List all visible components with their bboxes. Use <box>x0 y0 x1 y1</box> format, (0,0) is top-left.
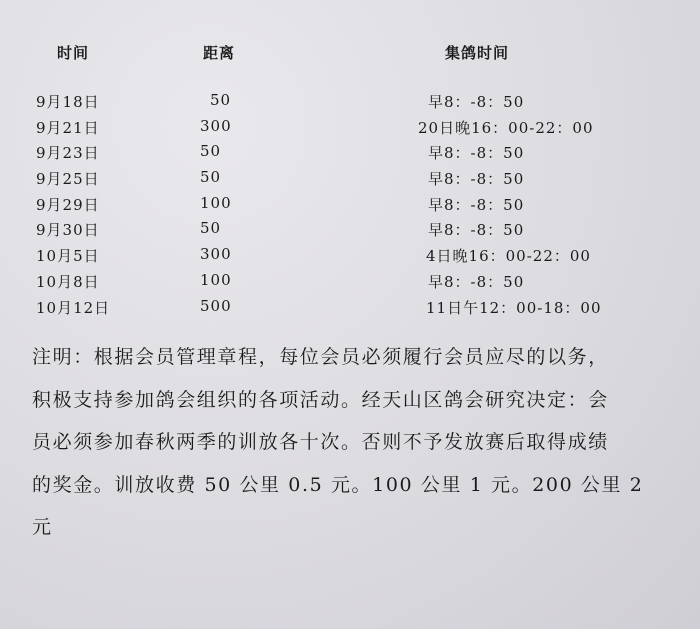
note-paragraph <box>32 336 672 549</box>
row-distance: 50 <box>200 219 222 238</box>
table-row <box>0 294 700 320</box>
row-distance: 500 <box>200 296 232 315</box>
row-date: 9月29日 <box>36 195 100 214</box>
table-row <box>0 216 700 242</box>
row-date: 9月30日 <box>36 221 100 240</box>
table-row <box>0 88 700 114</box>
row-gather-time: 4日晚16：00-22：00 <box>426 247 591 266</box>
row-date: 10月5日 <box>36 247 100 266</box>
row-distance: 100 <box>200 270 232 289</box>
row-date: 9月21日 <box>36 118 100 137</box>
row-date: 10月8日 <box>36 272 100 291</box>
schedule-table <box>0 88 700 319</box>
table-row <box>0 114 700 140</box>
table-row <box>0 139 700 165</box>
row-date: 9月23日 <box>36 144 100 163</box>
row-distance: 300 <box>200 116 232 135</box>
table-row <box>0 191 700 217</box>
table-row <box>0 268 700 294</box>
row-date: 9月18日 <box>36 93 100 111</box>
row-distance: 300 <box>200 245 232 264</box>
row-distance: 100 <box>200 193 232 212</box>
header-distance: 距离 <box>203 44 236 62</box>
row-gather-time: 早8：-8：50 <box>428 93 525 111</box>
row-gather-time: 20日晚16：00-22：00 <box>418 118 594 137</box>
table-row <box>0 242 700 268</box>
header-time: 时间 <box>57 44 90 62</box>
row-gather-time: 早8：-8：50 <box>428 144 525 163</box>
row-distance: 50 <box>200 168 222 187</box>
table-row <box>0 165 700 191</box>
header-gather-time: 集鸽时间 <box>445 44 510 62</box>
row-gather-time: 早8：-8：50 <box>428 195 525 214</box>
note-line: 元 <box>32 516 53 539</box>
row-date: 10月12日 <box>36 298 111 317</box>
row-gather-time: 早8：-8：50 <box>428 221 525 240</box>
note-line: 的奖金。训放收费 50 公里 0.5 元。100 公里 1 元。200 公里 2 <box>32 473 644 496</box>
row-gather-time: 早8：-8：50 <box>428 272 525 291</box>
row-gather-time: 11日午12：00-18：00 <box>426 298 602 317</box>
row-gather-time: 早8：-8：50 <box>428 170 525 189</box>
row-date: 9月25日 <box>36 170 100 189</box>
note-line: 员必须参加春秋两季的训放各十次。否则不予发放赛后取得成绩 <box>32 431 609 454</box>
row-distance: 50 <box>210 91 232 109</box>
note-line: 注明：根据会员管理章程，每位会员必须履行会员应尽的以务， <box>32 346 609 368</box>
row-distance: 50 <box>200 142 222 161</box>
note-line: 积极支持参加鸽会组织的各项活动。经天山区鸽会研究决定：会 <box>32 388 609 411</box>
